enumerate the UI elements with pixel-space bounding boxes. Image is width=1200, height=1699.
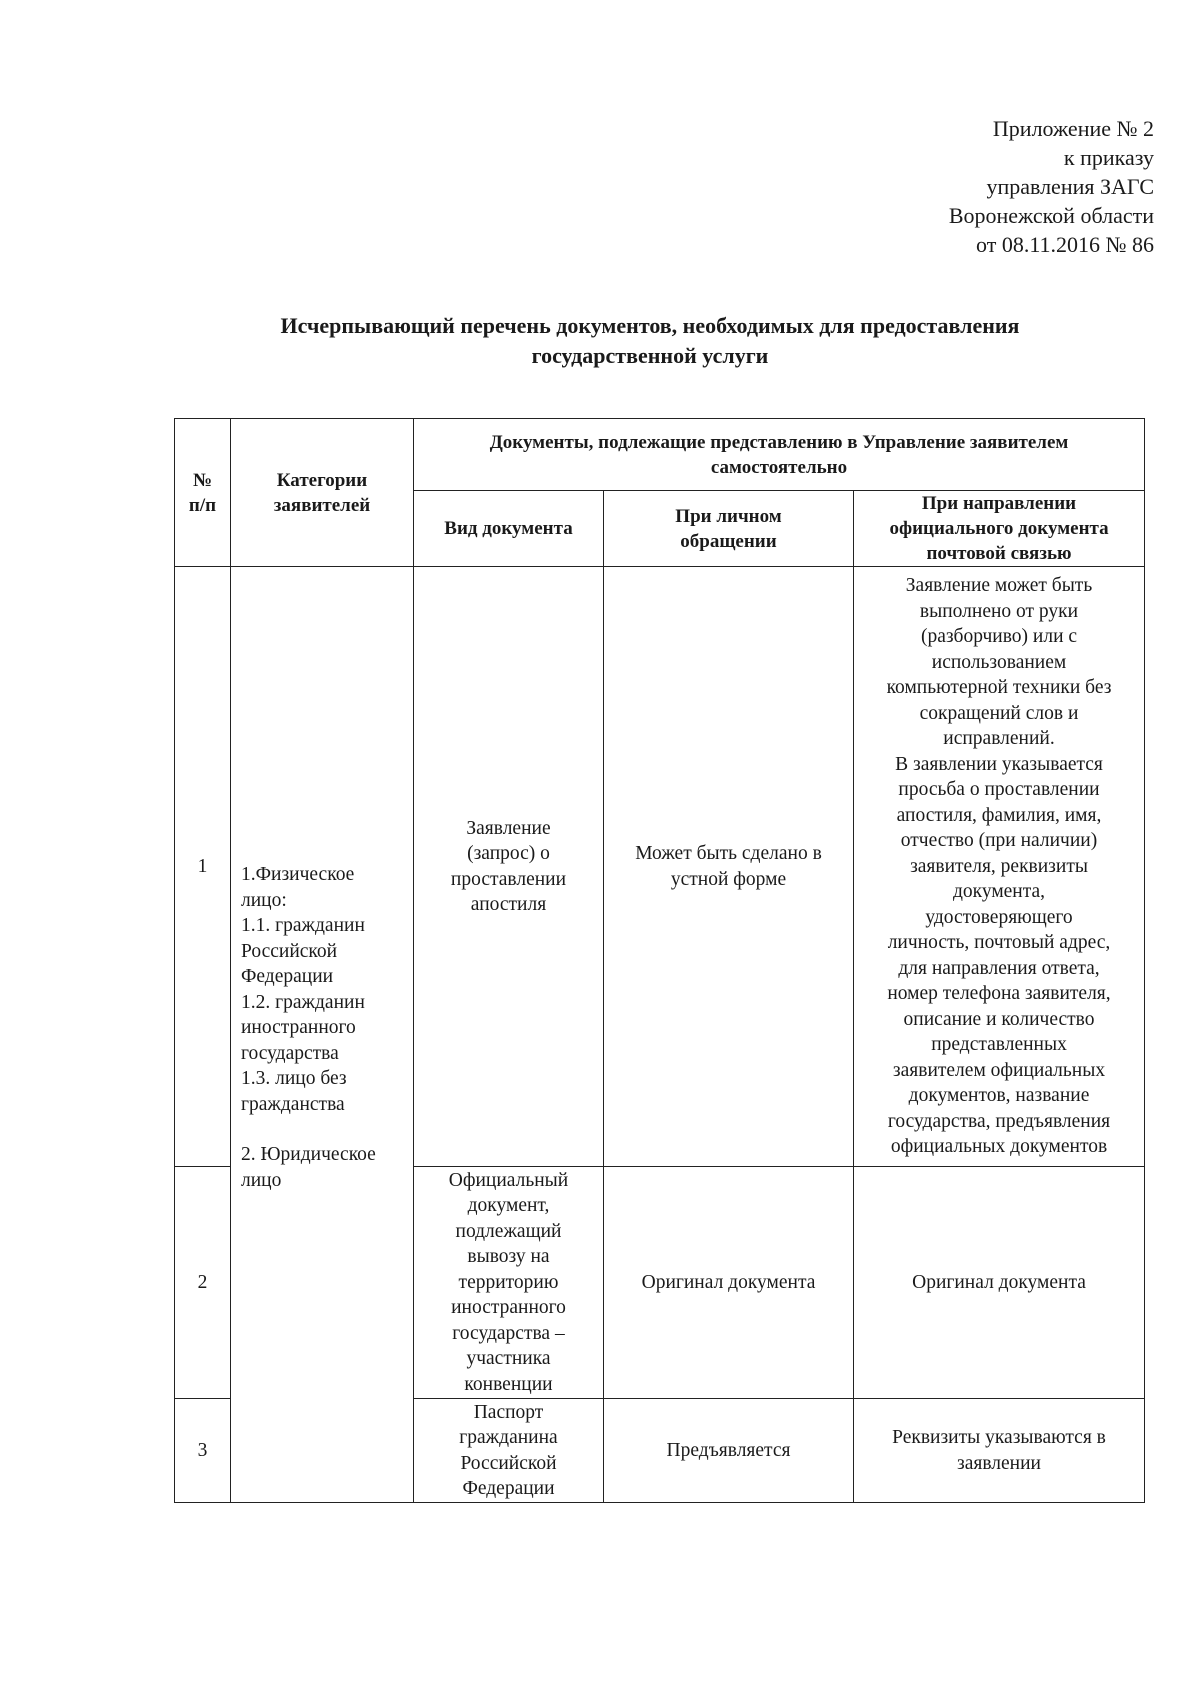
header-postal: При направлении официального документа почтовой связью [854,491,1145,567]
header-categories: Категории заявителей [231,419,414,567]
appendix-line: Воронежской области [948,203,1154,228]
title-line: Исчерпывающий перечень документов, необходимых для предоставления [280,313,1020,338]
header-row-top [175,419,1145,491]
appendix-line: к приказу [1063,145,1154,170]
row-number: 2 [175,1167,231,1399]
appendix-block [949,114,1154,259]
doc-type-cell: Заявление (запрос) о проставлении апостиля [414,567,604,1167]
applicant-categories: 1.Физическое лицо: 1.1. гражданин Российской Федерации 1.2. гражданин иностранного государства 1.3. лицо без гражданства 2. Юридическое лицо [231,567,414,1503]
document-title [150,311,1150,371]
postal-cell: Оригинал документа [854,1167,1145,1399]
row-number: 1 [175,567,231,1167]
doc-type-cell: Паспорт гражданина Российской Федерации [414,1399,604,1503]
appendix-line: от 08.11.2016 № 86 [976,232,1154,257]
doc-type-cell: Официальный документ, подлежащий вывозу на территорию иностранного государства – участника конвенции [414,1167,604,1399]
header-documents-group: Документы, подлежащие представлению в Управление заявителем самостоятельно [414,419,1145,491]
personal-cell: Может быть сделано в устной форме [604,567,854,1167]
title-line: государственной услуги [531,343,769,368]
appendix-line: Приложение № 2 [992,116,1154,141]
personal-cell: Предъявляется [604,1399,854,1503]
header-doc-type: Вид документа [414,491,604,567]
header-personal: При личном обращении [604,491,854,567]
documents-table [174,418,1145,1503]
table-row [175,567,1145,1167]
postal-cell: Реквизиты указываются в заявлении [854,1399,1145,1503]
header-number: № п/п [175,419,231,567]
appendix-line: управления ЗАГС [986,174,1154,199]
personal-cell: Оригинал документа [604,1167,854,1399]
postal-cell: Заявление может быть выполнено от руки (разборчиво) или с использованием компьютерной техники без сокращений слов и исправлений. В заявлении указывается просьба о проставлении апостиля, фамилия, имя, отчество (при наличии) заявителя, реквизиты документа, удостоверяющего личность, почтовый адрес, для направления ответа, номер телефона заявителя, описание и количество представленных заявителем официальных документов, название государства, предъявления официальных документов [854,567,1145,1167]
row-number: 3 [175,1399,231,1503]
